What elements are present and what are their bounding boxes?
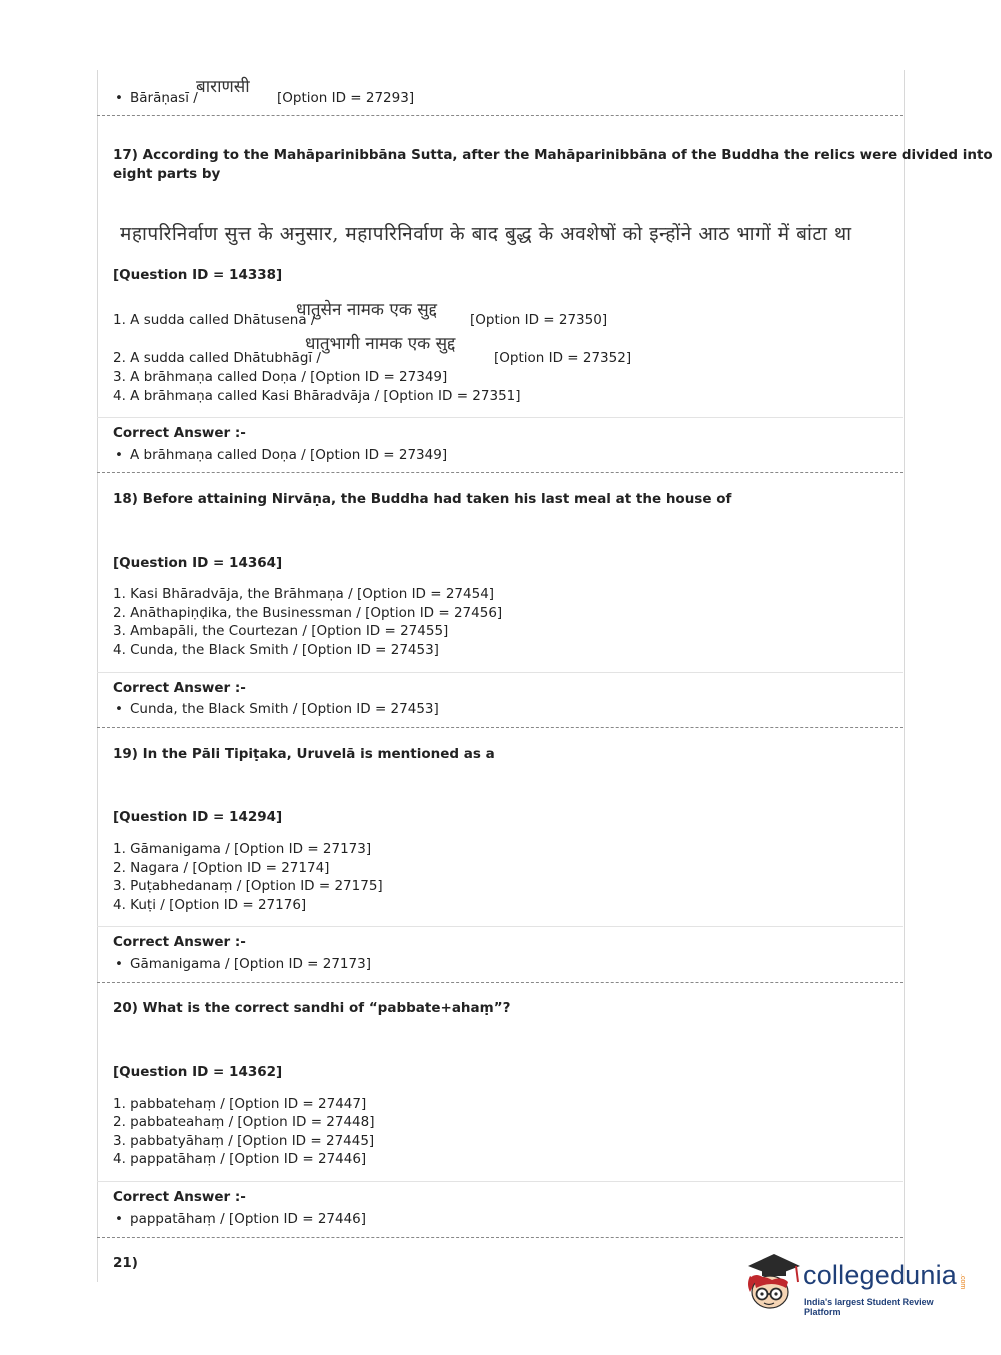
section-divider: [97, 672, 903, 673]
divider: [97, 982, 903, 983]
option-text: • Bārāṇasī /: [130, 89, 198, 107]
correct-answer: • pappatāhaṃ / [Option ID = 27446]: [130, 1210, 366, 1228]
divider: [97, 727, 903, 728]
correct-answer: • Gāmanigama / [Option ID = 27173]: [130, 955, 371, 973]
collegedunia-logo: [742, 1250, 972, 1320]
question-title: 21): [113, 1255, 138, 1271]
question-id: [Question ID = 14338]: [113, 267, 283, 283]
option-2: 2. Nagara / [Option ID = 27174]: [113, 860, 330, 876]
logo-domain-suffix: .com: [959, 1274, 966, 1290]
option-1: 1. pabbatehaṃ / [Option ID = 27447]: [113, 1096, 367, 1112]
question-title: 20) What is the correct sandhi of “pabbate+ahaṃ”?: [113, 1000, 511, 1016]
option-2: 2. pabbateahaṃ / [Option ID = 27448]: [113, 1114, 375, 1130]
option-1-id: [Option ID = 27350]: [470, 312, 608, 328]
logo-tagline: India's largest Student Review Platform: [804, 1297, 934, 1317]
question-title-cont: eight parts by: [113, 166, 221, 182]
student-mascot-icon: [742, 1250, 804, 1312]
option-hindi: बाराणसी: [196, 77, 250, 97]
option-4: 4. pappatāhaṃ / [Option ID = 27446]: [113, 1151, 367, 1167]
question-hindi: महापरिनिर्वाण सुत्त के अनुसार, महापरिनिर्वाण के बाद बुद्ध के अवशेषों को इन्होंने आठ भागों में बांटा था: [120, 223, 852, 245]
question-title: 19) In the Pāli Tipiṭaka, Uruvelā is mentioned as a: [113, 746, 495, 762]
correct-answer-label: Correct Answer :-: [113, 680, 246, 696]
option-1: 1. Kasi Bhāradvāja, the Brāhmaṇa / [Option ID = 27454]: [113, 586, 495, 602]
divider: [97, 1237, 903, 1238]
option-2-hindi: धातुभागी नामक एक सुद्द: [305, 334, 456, 354]
option-3: 3. Puṭabhedanaṃ / [Option ID = 27175]: [113, 878, 383, 894]
option-id: [Option ID = 27293]: [277, 90, 415, 106]
option-1-hindi: धातुसेन नामक एक सुद्द: [296, 300, 437, 320]
question-id: [Question ID = 14364]: [113, 555, 283, 571]
option-3: 3. A brāhmaṇa called Doṇa / [Option ID = 27349]: [113, 369, 448, 385]
question-id: [Question ID = 14362]: [113, 1064, 283, 1080]
divider: [97, 115, 903, 116]
logo-wordmark: collegedunia: [803, 1260, 958, 1290]
section-divider: [97, 417, 903, 418]
section-divider: [97, 926, 903, 927]
correct-answer-label: Correct Answer :-: [113, 425, 246, 441]
option-2-id: [Option ID = 27352]: [494, 350, 632, 366]
correct-answer-label: Correct Answer :-: [113, 1189, 246, 1205]
option-3: 3. Ambapāli, the Courtezan / [Option ID = 27455]: [113, 623, 449, 639]
option-4: 4. Cunda, the Black Smith / [Option ID = 27453]: [113, 642, 439, 658]
option-3: 3. pabbatyāhaṃ / [Option ID = 27445]: [113, 1133, 375, 1149]
section-divider: [97, 1181, 903, 1182]
option-2: 2. A sudda called Dhātubhāgī /: [113, 350, 321, 366]
correct-answer-label: Correct Answer :-: [113, 934, 246, 950]
question-id: [Question ID = 14294]: [113, 809, 283, 825]
divider: [97, 472, 903, 473]
option-4: 4. Kuṭi / [Option ID = 27176]: [113, 897, 307, 913]
option-4: 4. A brāhmaṇa called Kasi Bhāradvāja / [Option ID = 27351]: [113, 388, 521, 404]
option-1: 1. Gāmanigama / [Option ID = 27173]: [113, 841, 372, 857]
question-title: 18) Before attaining Nirvāṇa, the Buddha had taken his last meal at the house of: [113, 491, 732, 507]
option-1: 1. A sudda called Dhātusena /: [113, 312, 316, 328]
question-title: 17) According to the Mahāparinibbāna Sutta, after the Mahāparinibbāna of the Buddha the relics were divided into: [113, 147, 993, 163]
correct-answer: • A brāhmaṇa called Doṇa / [Option ID = 27349]: [130, 446, 447, 464]
option-2: 2. Anāthapiṇḍika, the Businessman / [Option ID = 27456]: [113, 605, 503, 621]
correct-answer: • Cunda, the Black Smith / [Option ID = 27453]: [130, 700, 439, 718]
